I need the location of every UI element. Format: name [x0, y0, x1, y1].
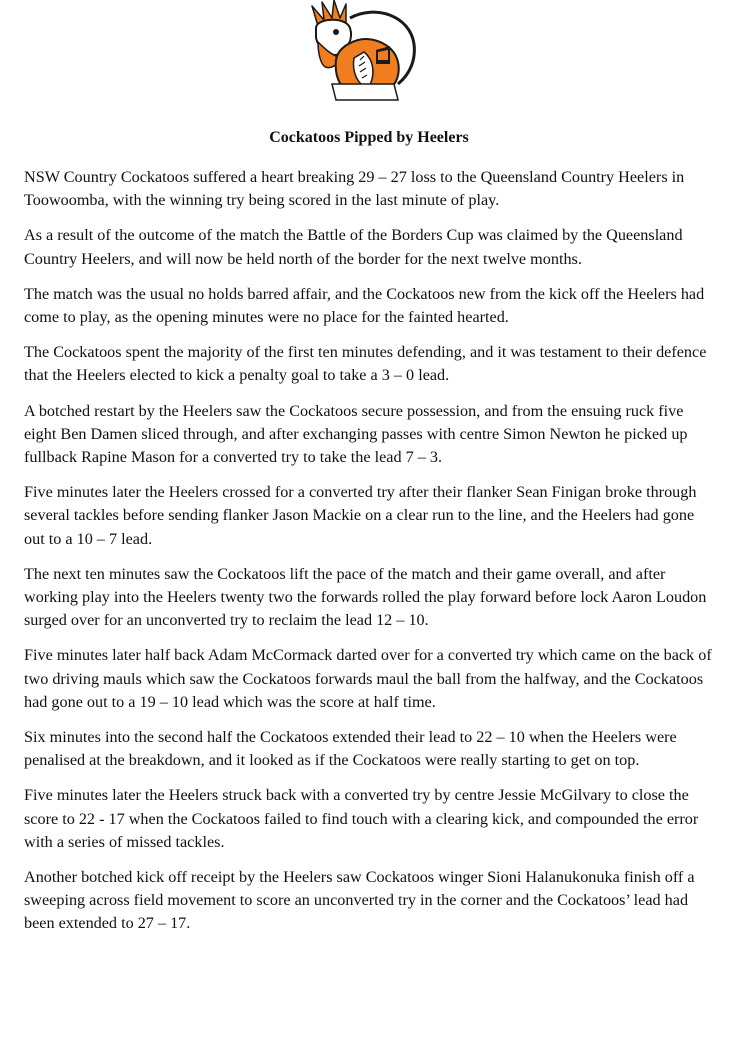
article-paragraph: The Cockatoos spent the majority of the first ten minutes defending, and it was testament to their defence that the Heelers elected to kick a penalty goal to take a 3 – 0 lead. — [24, 343, 707, 385]
article-paragraph: Another botched kick off receipt by the Heelers saw Cockatoos winger Sioni Halanukonuka finish off a sweeping across field movement to score an unconverted try in the corner and the Cockatoos’ lead had been extended to 27 – 17. — [24, 868, 695, 933]
article-title: Cockatoos Pipped by Heelers — [269, 129, 469, 146]
article-paragraph: Five minutes later the Heelers struck back with a converted try by centre Jessie McGilvary to close the score to 22 - 17 when the Cockatoos failed to find touch with a clearing kick, and compounded the error with a series of missed tackles. — [24, 786, 699, 851]
article-paragraph: The match was the usual no holds barred affair, and the Cockatoos new from the kick off the Heelers had come to play, as the opening minutes were no place for the fainted hearted. — [24, 284, 705, 327]
article-paragraph: A botched restart by the Heelers saw the Cockatoos secure possession, and from the ensuing ruck five eight Ben Damen sliced through, and after exchanging passes with centre Simon Newton he picked up fullback Rapine Mason for a converted try to take the lead 7 – 3. — [24, 401, 688, 467]
cockatoo-rugby-logo — [306, 0, 426, 112]
article-body — [24, 166, 714, 948]
article-paragraph: Six minutes into the second half the Cockatoos extended their lead to 22 – 10 when the Heelers were penalised at the breakdown, and it looked as if the Cockatoos were really starting to get on top. — [24, 728, 677, 770]
article-paragraph: The next ten minutes saw the Cockatoos lift the pace of the match and their game overall, and after working play into the Heelers twenty two the forwards rolled the play forward before lock Aaron Loudon surged over for an unconverted try to reclaim the lead 12 – 10. — [24, 564, 707, 630]
rugby-banner-icon — [332, 84, 398, 100]
article-paragraph: Five minutes later half back Adam McCormack darted over for a converted try which came on the back of two driving mauls which saw the Cockatoos forwards maul the ball from the halfway, and the Cockatoos had gone out to a 19 – 10 lead which was the score at half time. — [24, 646, 712, 711]
cockatoo-logo-icon — [306, 0, 426, 112]
article-paragraph: As a result of the outcome of the match the Battle of the Borders Cup was claimed by the Queensland Country Heelers, and will now be held north of the border for the next twelve months. — [24, 226, 683, 268]
article-paragraph: NSW Country Cockatoos suffered a heart breaking 29 – 27 loss to the Queensland Country Heelers in Toowoomba, with the winning try being scored in the last minute of play. — [24, 168, 685, 210]
article-paragraph: Five minutes later the Heelers crossed for a converted try after their flanker Sean Finigan broke through several tackles before sending flanker Jason Mackie on a clear run to the line, and the Heelers had gone out to a 10 – 7 lead. — [24, 483, 697, 548]
